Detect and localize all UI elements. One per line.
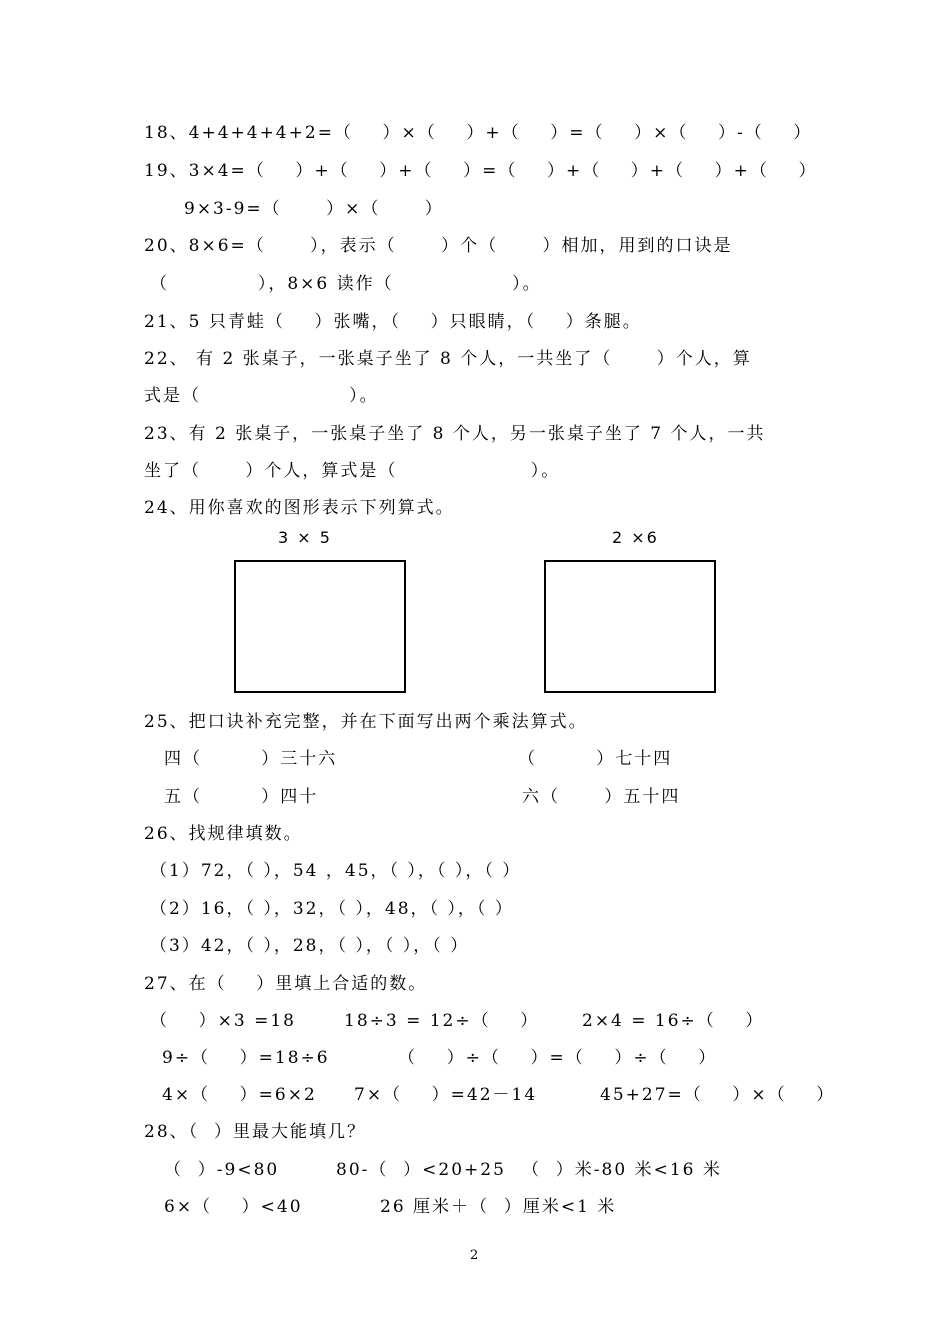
question-28-row1-a: （ ）-9<80	[164, 1160, 280, 1180]
drawing-box-right[interactable]	[544, 560, 716, 693]
question-19-line-1: 19、3×4=（ ）+（ ）+（ ）=（ ）+（ ）+（ ）+（ ）	[144, 161, 818, 181]
question-19-line-2: 9×3-9=（ ）×（ ）	[184, 199, 444, 219]
question-27-row1-a: （ ）×3 =18	[150, 1011, 296, 1031]
question-22-line-1: 22、 有 2 张桌子，一张桌子坐了 8 个人，一共坐了（ ）个人，算	[144, 349, 752, 369]
question-26-part-2: （2）16，（ ），32，（ ），48，（ ），（ ）	[150, 899, 514, 919]
question-23-line-1: 23、有 2 张桌子，一张桌子坐了 8 个人，另一张桌子坐了 7 个人，一共	[144, 424, 766, 444]
question-26-part-3: （3）42，（ ），28，（ ），（ ），（ ）	[150, 936, 470, 956]
question-24: 24、用你喜欢的图形表示下列算式。	[144, 498, 455, 518]
question-23-line-2: 坐了（ ）个人，算式是（ ）。	[144, 461, 561, 481]
question-25-row2-right: 六（ ）五十四	[522, 787, 681, 807]
question-20-line-1: 20、8×6=（ ），表示（ ）个（ ）相加，用到的口诀是	[144, 236, 733, 256]
page-number: 2	[470, 1248, 479, 1263]
question-25-row1-right: （ ）七十四	[518, 749, 673, 769]
question-28-row1-c: （ ）米-80 米<16 米	[522, 1160, 722, 1180]
question-25-row2-left: 五（ ）四十	[164, 787, 319, 807]
question-22-line-2: 式是（ ）。	[144, 386, 379, 406]
question-27-row3-a: 4×（ ）=6×2	[162, 1085, 317, 1105]
question-27-row3-c: 45+27=（ ）×（ ）	[600, 1085, 836, 1105]
question-25: 25、把口诀补充完整，并在下面写出两个乘法算式。	[144, 712, 588, 732]
question-26: 26、找规律填数。	[144, 824, 303, 844]
question-20-line-2: （ ），8×6 读作（ ）。	[150, 274, 542, 294]
question-27: 27、在（ ）里填上合适的数。	[144, 974, 428, 994]
question-28: 28、（ ）里最大能填几？	[144, 1122, 366, 1142]
question-21: 21、5 只青蛙（ ）张嘴，（ ）只眼睛，（ ）条腿。	[144, 312, 642, 332]
question-27-row1-c: 2×4 = 16÷（ ）	[582, 1011, 765, 1031]
figure-right-label: 2 ×6	[612, 528, 659, 547]
question-27-row1-b: 18÷3 = 12÷（ ）	[344, 1011, 540, 1031]
question-28-row1-b: 80-（ ）<20+25	[336, 1160, 506, 1180]
question-27-row2-b: （ ）÷（ ）=（ ）÷（ ）	[398, 1048, 718, 1068]
question-28-row2-b: 26 厘米＋（ ）厘米<1 米	[380, 1197, 617, 1217]
question-27-row3-b: 7×（ ）=42－14	[354, 1085, 538, 1105]
question-28-row2-a: 6×（ ）<40	[164, 1197, 303, 1217]
question-27-row2-a: 9÷（ ）=18÷6	[162, 1048, 330, 1068]
drawing-box-left[interactable]	[234, 560, 406, 693]
question-26-part-1: （1）72，（ ），54 ，45，（ ），（ ），（ ）	[150, 861, 522, 881]
question-18: 18、4+4+4+4+2=（ ）×（ ）+（ ）=（ ）×（ ）-（ ）	[144, 123, 813, 143]
figure-left-label: 3 × 5	[278, 528, 332, 547]
question-25-row1-left: 四（ ）三十六	[164, 749, 338, 769]
